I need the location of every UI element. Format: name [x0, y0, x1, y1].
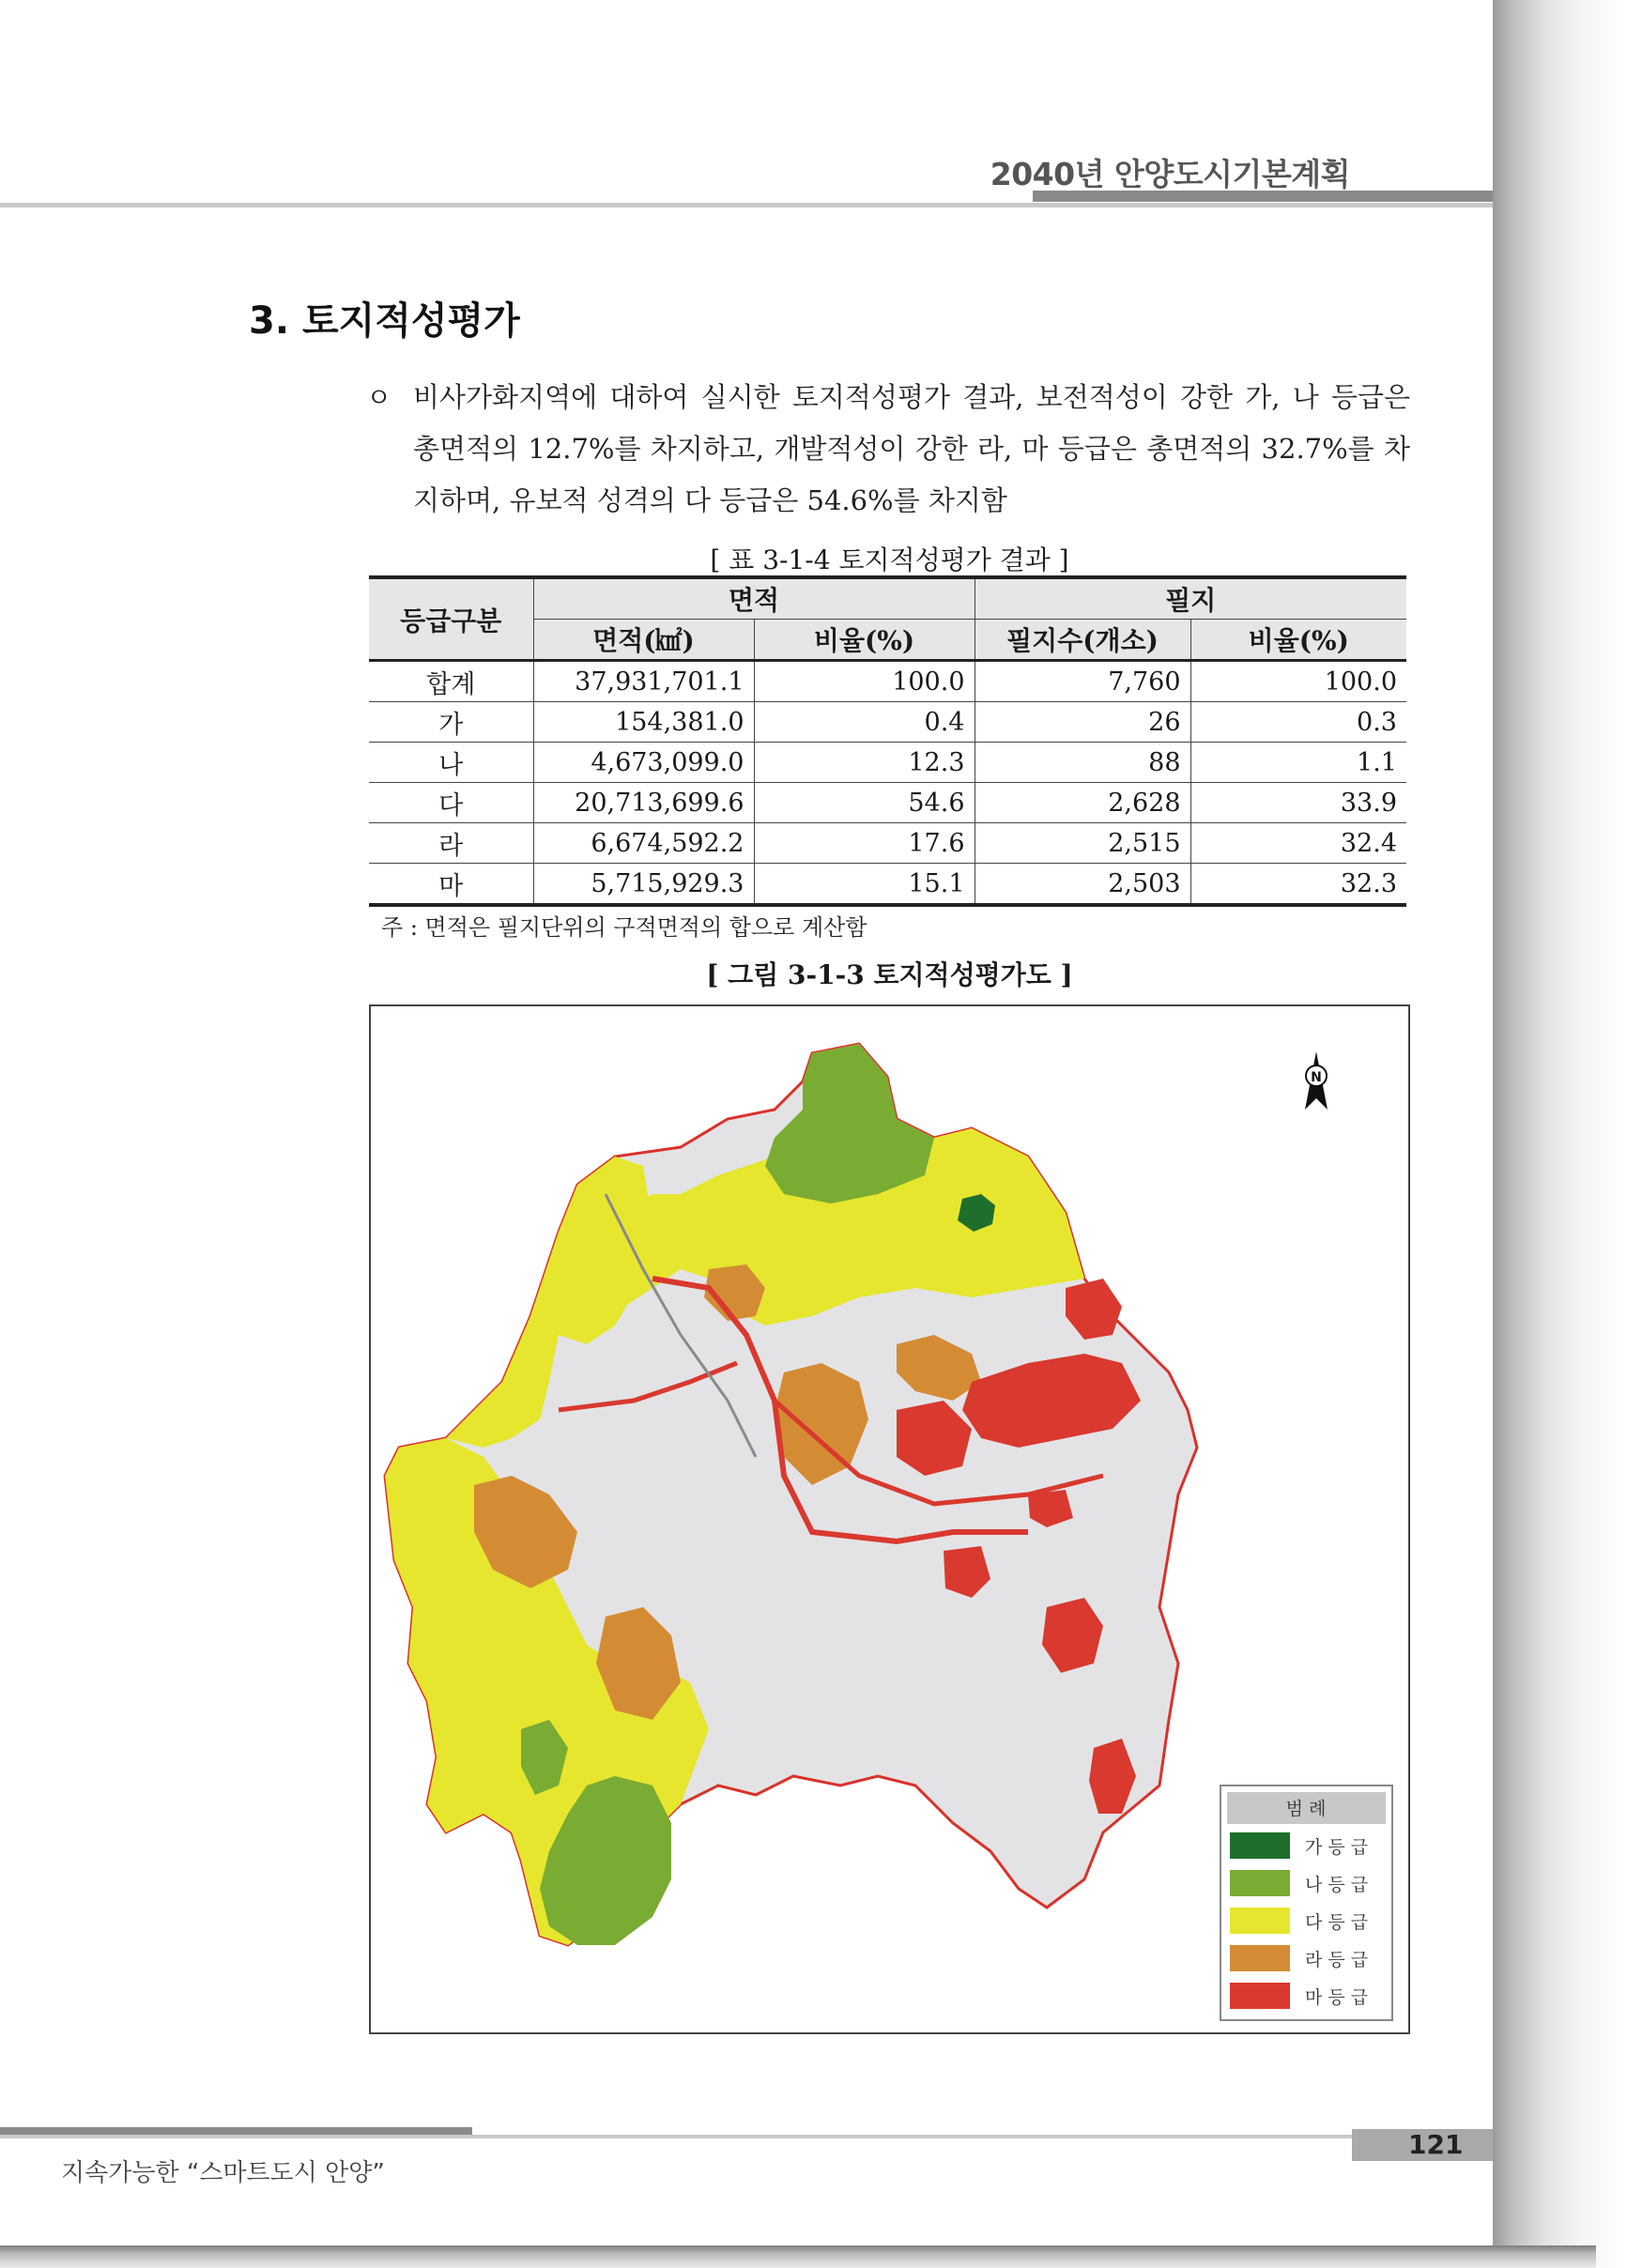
- cell-parcel-ratio: 1.1: [1190, 743, 1406, 783]
- cell-area-ratio: 12.3: [754, 743, 975, 783]
- cell-area-ratio: 100.0: [754, 661, 975, 702]
- cell-area: 6,674,592.2: [533, 823, 754, 864]
- cell-area-ratio: 15.1: [754, 864, 975, 906]
- north-label: N: [1311, 1070, 1322, 1085]
- legend-swatch: [1230, 1832, 1290, 1859]
- cell-area: 37,931,701.1: [533, 661, 754, 702]
- legend-title: 범 례: [1285, 1799, 1327, 1819]
- cell-area: 20,713,699.6: [533, 783, 754, 823]
- table-row: [369, 743, 1406, 783]
- table-row: [369, 864, 1406, 906]
- header-grade: 등급구분: [369, 577, 533, 661]
- cell-parcels: 2,515: [975, 823, 1190, 864]
- header-area: 면적(㎢): [533, 620, 754, 661]
- legend-label: 마 등 급: [1305, 1987, 1369, 2008]
- bullet-icon: ㅇ: [366, 382, 392, 413]
- header-area-ratio: 비율(%): [754, 620, 975, 661]
- summary-paragraph: [366, 372, 1410, 527]
- table-caption: [ 표 3-1-4 토지적성평가 결과 ]: [710, 544, 1069, 575]
- table-note: 주 : 면적은 필지단위의 구적면적의 합으로 계산함: [381, 914, 867, 941]
- figure-caption: [ 그림 3-1-3 토지적성평가도 ]: [706, 959, 1073, 990]
- legend-label: 라 등 급: [1305, 1950, 1369, 1970]
- cell-parcels: 2,503: [975, 864, 1190, 906]
- page-edge-shadow: [1493, 0, 1627, 2268]
- summary-text: 비사가화지역에 대하여 실시한 토지적성평가 결과, 보전적성이 강한 가, 나 등급은 총면적의 12.7%를 차지하고, 개발적성이 강한 라, 마 등급은 총면적의 32.7%를 차지하며, 유보적 성격의 다 등급은 54.6%를 차지함: [413, 381, 1410, 516]
- section-title: 3. 토지적성평가: [249, 299, 520, 343]
- cell-grade: 나: [369, 743, 533, 783]
- legend-label: 나 등 급: [1305, 1875, 1369, 1895]
- cell-area-ratio: 17.6: [754, 823, 975, 864]
- cell-grade: 마: [369, 864, 533, 906]
- map-svg: [371, 1006, 1408, 2032]
- legend-swatch: [1230, 1870, 1290, 1896]
- cell-parcel-ratio: 32.4: [1190, 823, 1406, 864]
- legend-swatch: [1230, 1908, 1290, 1934]
- page-bottom-shadow: [0, 2245, 1596, 2268]
- cell-area: 154,381.0: [533, 702, 754, 743]
- header-area-group: 면적: [533, 577, 975, 620]
- cell-parcel-ratio: 100.0: [1190, 661, 1406, 702]
- cell-grade: 합계: [369, 661, 533, 702]
- header-parcel-count: 필지수(개소): [975, 620, 1190, 661]
- cell-parcels: 88: [975, 743, 1190, 783]
- cell-parcel-ratio: 33.9: [1190, 783, 1406, 823]
- land-suitability-map: [369, 1004, 1410, 2034]
- footer-rule: [0, 2135, 1493, 2138]
- land-suitability-table: [369, 575, 1406, 907]
- cell-parcel-ratio: 32.3: [1190, 864, 1406, 906]
- page-number: 121: [1408, 2129, 1464, 2160]
- header-parcel-ratio: 비율(%): [1190, 620, 1406, 661]
- running-header-title: 2040년 안양도시기본계획: [990, 156, 1350, 192]
- footer-title: 지속가능한 “스마트도시 안양”: [61, 2159, 385, 2187]
- cell-area-ratio: 54.6: [754, 783, 975, 823]
- cell-parcels: 7,760: [975, 661, 1190, 702]
- legend-swatch: [1230, 1983, 1290, 2009]
- header-rule: [0, 203, 1493, 207]
- table-row: [369, 661, 1406, 702]
- map-legend: [1220, 1785, 1392, 2020]
- cell-area-ratio: 0.4: [754, 702, 975, 743]
- cell-grade: 다: [369, 783, 533, 823]
- header-parcel-group: 필지: [975, 577, 1406, 620]
- cell-parcels: 2,628: [975, 783, 1190, 823]
- legend-label: 다 등 급: [1305, 1912, 1369, 1933]
- cell-grade: 가: [369, 702, 533, 743]
- cell-parcels: 26: [975, 702, 1190, 743]
- legend-swatch: [1230, 1945, 1290, 1971]
- cell-parcel-ratio: 0.3: [1190, 702, 1406, 743]
- north-arrow-icon: [1305, 1051, 1328, 1110]
- cell-area: 5,715,929.3: [533, 864, 754, 906]
- table-row: [369, 783, 1406, 823]
- cell-area: 4,673,099.0: [533, 743, 754, 783]
- legend-label: 가 등 급: [1305, 1837, 1369, 1858]
- table-row: [369, 823, 1406, 864]
- cell-grade: 라: [369, 823, 533, 864]
- table-row: [369, 702, 1406, 743]
